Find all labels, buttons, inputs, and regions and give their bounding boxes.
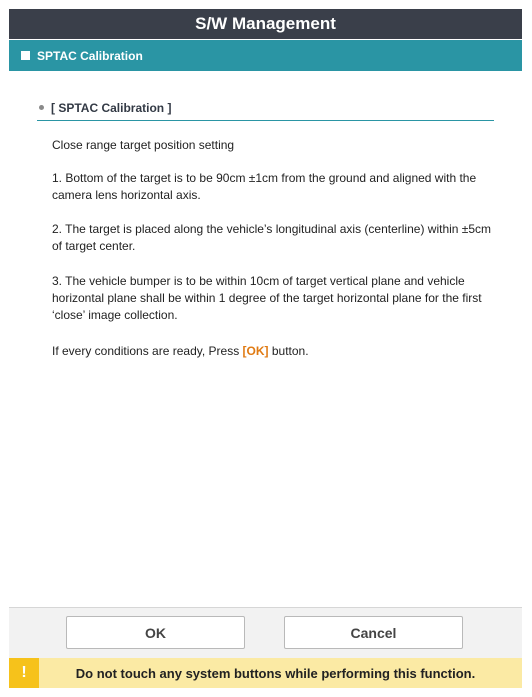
ok-button[interactable]: OK — [66, 616, 245, 649]
section-title: [ SPTAC Calibration ] — [51, 100, 172, 115]
instruction-step-3: 3. The vehicle bumper is to be within 10cm of target vertical plane and vehicle horizontal plane shall be within 1 degree of the target horizontal plane for the first ‘close’ image collection. — [52, 274, 482, 322]
section-header — [37, 99, 494, 121]
final-prefix: If every conditions are ready, Press — [52, 344, 243, 358]
subheader-label: SPTAC Calibration — [37, 48, 143, 63]
square-icon — [21, 51, 30, 60]
main-content — [9, 71, 522, 607]
instruction-final — [52, 343, 497, 360]
warning-banner — [9, 658, 522, 688]
instruction-intro: Close range target position setting — [52, 138, 235, 152]
warning-icon: ! — [9, 658, 39, 688]
ok-highlight: [OK] — [242, 344, 269, 358]
window-title: S/W Management — [9, 9, 522, 39]
final-suffix: button. — [268, 344, 309, 358]
bullet-icon — [39, 105, 44, 110]
cancel-button[interactable]: Cancel — [284, 616, 463, 649]
warning-text: Do not touch any system buttons while performing this function. — [75, 665, 476, 681]
subheader-bar — [9, 40, 522, 71]
instruction-step-2: 2. The target is placed along the vehicle’s longitudinal axis (centerline) within ±5cm of target center. — [52, 222, 492, 253]
button-bar — [9, 608, 522, 658]
instruction-step-1: 1. Bottom of the target is to be 90cm ±1cm from the ground and aligned with the camera lens horizontal axis. — [52, 171, 477, 202]
